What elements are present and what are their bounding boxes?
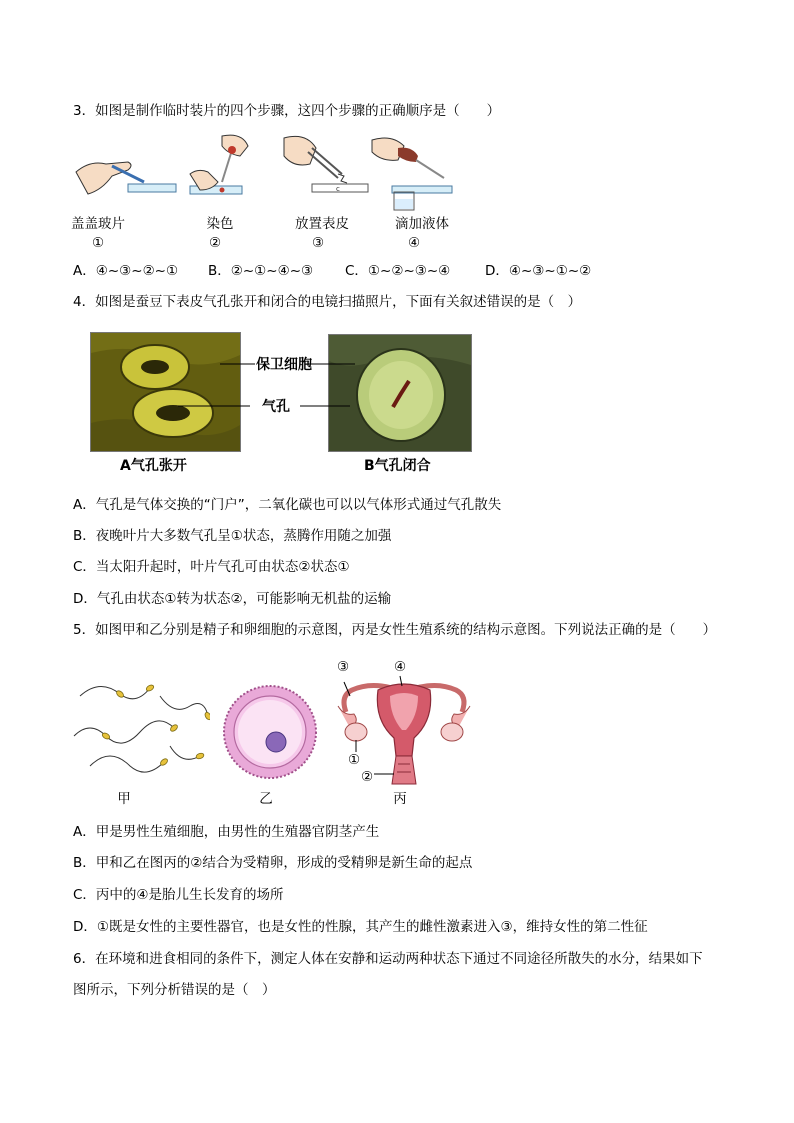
q5-option-d[interactable]: D．①既是女性的主要性器官，也是女性的性腺，其产生的雌性激素进入③，维持女性的第二性征 bbox=[73, 919, 648, 935]
q4-label-stoma: 气孔 bbox=[262, 399, 290, 415]
q4-option-c[interactable]: C．当太阳升起时，叶片气孔可由状态②状态① bbox=[73, 559, 350, 575]
q4-label-guard-cell: 保卫细胞 bbox=[256, 357, 312, 373]
q3-stem: 3．如图是制作临时装片的四个步骤，这四个步骤的正确顺序是（ ） bbox=[73, 103, 501, 119]
step3-tweezers-icon bbox=[284, 136, 368, 193]
q5-option-b[interactable]: B．甲和乙在图丙的②结合为受精卵，形成的受精卵是新生命的起点 bbox=[73, 855, 473, 871]
q3-option-d[interactable]: D．④~③~①~② bbox=[485, 263, 592, 279]
step1-hand-icon bbox=[76, 162, 176, 194]
q4-option-d[interactable]: D．气孔由状态①转为状态②，可能影响无机盐的运输 bbox=[73, 591, 392, 607]
q5-num-1: ① bbox=[347, 752, 361, 768]
q4-option-a[interactable]: A．气孔是气体交换的“门户”，二氧化碳也可以以气体形式通过气孔散失 bbox=[73, 497, 502, 513]
q5-label-bing: 丙 bbox=[393, 791, 407, 807]
q3-step1-num: ① bbox=[91, 235, 105, 251]
q4-caption-b: B气孔闭合 bbox=[364, 458, 431, 474]
q6-stem-line2: 图所示，下列分析错误的是（ ） bbox=[73, 982, 276, 998]
q5-option-c[interactable]: C．丙中的④是胎儿生长发育的场所 bbox=[73, 887, 284, 903]
q5-num-2: ② bbox=[360, 769, 374, 785]
q5-num-3: ③ bbox=[336, 659, 350, 675]
svg-text:c: c bbox=[336, 185, 340, 193]
q5-sperm-figure bbox=[70, 676, 210, 786]
q3-step2-name: 染色 bbox=[206, 216, 234, 232]
q3-step4-name: 滴加液体 bbox=[395, 216, 449, 232]
q3-step3-name: 放置表皮 bbox=[295, 216, 349, 232]
q3-step2-num: ② bbox=[208, 235, 222, 251]
q3-option-b[interactable]: B．②~①~④~③ bbox=[208, 263, 314, 279]
q5-egg-figure bbox=[218, 682, 322, 782]
q3-step1-name: 盖盖玻片 bbox=[71, 216, 125, 232]
q5-num-4: ④ bbox=[393, 659, 407, 675]
q5-label-yi: 乙 bbox=[259, 791, 273, 807]
q5-label-jia: 甲 bbox=[117, 791, 131, 807]
q4-stem: 4．如图是蚕豆下表皮气孔张开和闭合的电镜扫描照片，下面有关叙述错误的是（ ） bbox=[73, 294, 582, 310]
q4-option-b[interactable]: B．夜晚叶片大多数气孔呈①状态，蒸腾作用随之加强 bbox=[73, 528, 392, 544]
q5-option-a[interactable]: A．甲是男性生殖细胞，由男性的生殖器官阴茎产生 bbox=[73, 824, 380, 840]
step2-dropper-icon bbox=[190, 135, 248, 194]
q3-steps-illustration bbox=[72, 132, 472, 212]
q3-step4-num: ④ bbox=[407, 235, 421, 251]
q3-option-c[interactable]: C．①~②~③~④ bbox=[345, 263, 451, 279]
q4-caption-a: A气孔张开 bbox=[120, 458, 187, 474]
step4-dropper-icon bbox=[372, 138, 452, 210]
q6-stem-line1: 6．在环境和进食相同的条件下，测定人体在安静和运动两种状态下通过不同途径所散失的水分，结果如下 bbox=[73, 951, 703, 967]
q3-step3-num: ③ bbox=[311, 235, 325, 251]
q5-stem: 5．如图甲和乙分别是精子和卵细胞的示意图，丙是女性生殖系统的结构示意图。下列说法正确的是（ ） bbox=[73, 622, 717, 638]
q3-option-a[interactable]: A．④~③~②~① bbox=[73, 263, 179, 279]
